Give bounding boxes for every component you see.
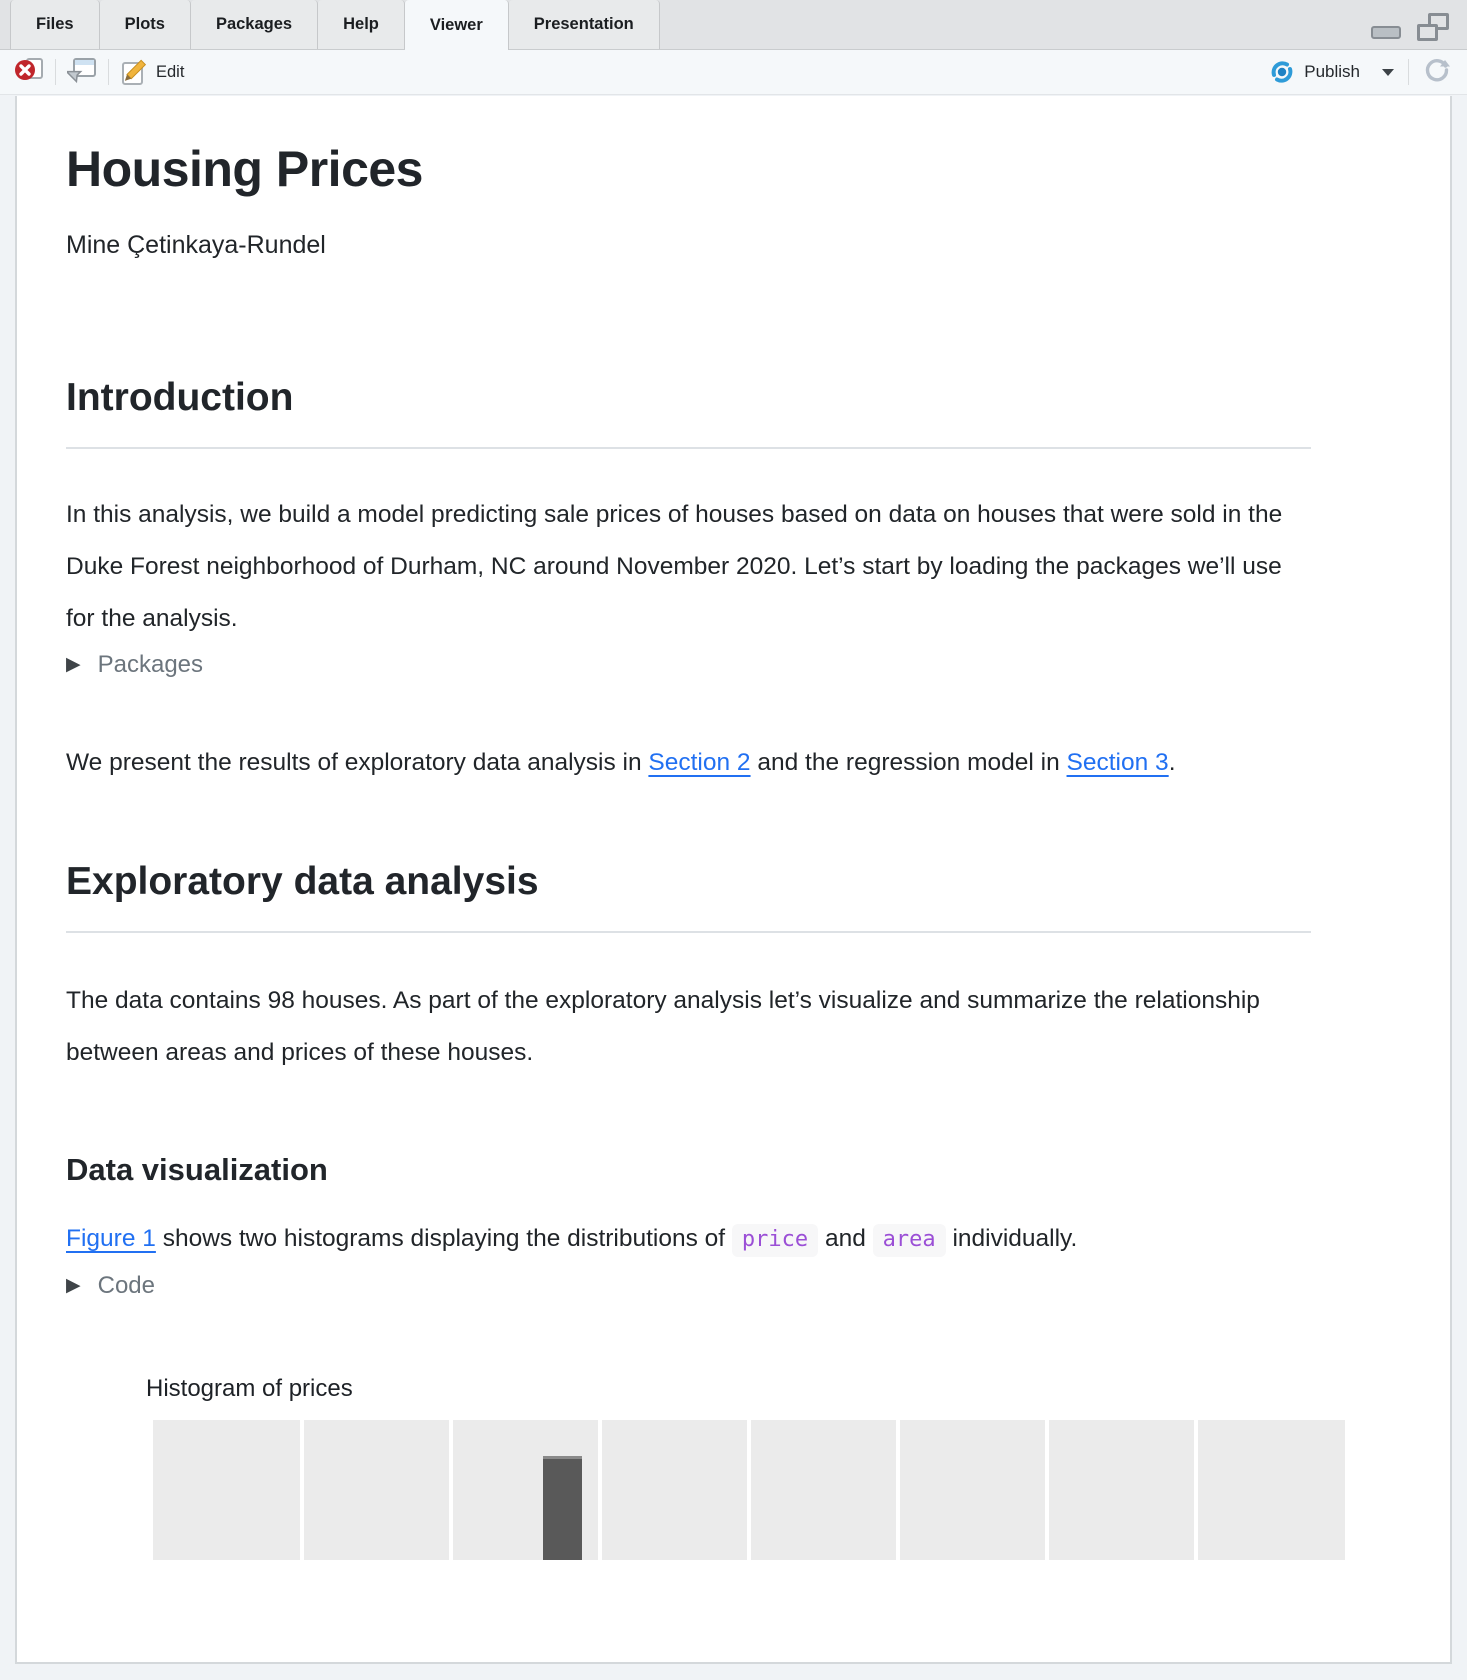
plot-gridline (449, 1420, 453, 1560)
code-disclosure (66, 1266, 1311, 1306)
tab-viewer[interactable]: Viewer (405, 0, 509, 50)
tab-help[interactable]: Help (318, 0, 405, 49)
intro-paragraph: In this analysis, we build a model predicting sale prices of houses based on data on houses that were sold in the Duke Forest neighborhood of Durham, NC around November 2020. Let’s start by loading the packages we’ll use for the analysis. (66, 501, 1283, 632)
author: Mine Çetinkaya-Rundel (66, 231, 326, 259)
section-3-link[interactable]: Section 3 (1066, 749, 1169, 776)
toolbar-separator (1408, 59, 1409, 85)
tab-presentation[interactable]: Presentation (509, 0, 660, 49)
toolbar-separator (55, 59, 56, 85)
packages-disclosure-label: Packages (97, 651, 204, 678)
results-text-post: . (1168, 749, 1176, 776)
publish-button[interactable] (1269, 59, 1394, 85)
edit-label: Edit (156, 62, 185, 81)
disclosure-triangle-icon: ▶ (66, 1275, 81, 1296)
pencil-icon (120, 59, 147, 86)
plot-gridline (896, 1420, 900, 1560)
publish-icon (1269, 59, 1295, 85)
plot-gridline (1194, 1420, 1198, 1560)
figure-1-link[interactable]: Figure 1 (66, 1225, 156, 1252)
tab-plots[interactable]: Plots (100, 0, 191, 49)
window-controls (1371, 13, 1449, 41)
tab-files[interactable]: Files (10, 0, 100, 49)
plot-gridline (747, 1420, 751, 1560)
histogram-title: Histogram of prices (146, 1375, 353, 1402)
refresh-icon[interactable] (1423, 56, 1451, 89)
results-text-mid: and the regression model in (750, 749, 1067, 776)
figure-text-1: shows two histograms displaying the distributions of (155, 1225, 732, 1252)
plot-gridline (598, 1420, 602, 1560)
plot-gridline (1045, 1420, 1049, 1560)
page-title: Housing Prices (66, 141, 423, 197)
clear-viewer-icon[interactable] (14, 55, 44, 90)
section-2-link[interactable]: Section 2 (648, 749, 751, 776)
minimize-pane-icon[interactable] (1371, 26, 1401, 39)
tab-packages[interactable]: Packages (191, 0, 318, 49)
code-disclosure-label: Code (97, 1272, 155, 1299)
publish-label: Publish (1304, 62, 1360, 81)
publish-dropdown-caret-icon (1382, 69, 1394, 76)
plot-gridline (300, 1420, 304, 1560)
edit-button[interactable] (120, 59, 184, 86)
figure-text-and: and (818, 1225, 873, 1252)
packages-disclosure-summary[interactable] (66, 645, 1311, 685)
results-paragraph (66, 737, 1311, 789)
inline-code-price: price (732, 1224, 818, 1257)
open-in-new-window-icon[interactable] (67, 56, 97, 89)
maximize-pane-icon[interactable] (1417, 13, 1449, 41)
disclosure-triangle-icon: ▶ (66, 654, 81, 675)
heading-introduction: Introduction (66, 375, 1311, 449)
pane-tabbar (0, 0, 1467, 50)
figure-1 (66, 1374, 1311, 1560)
viewer-toolbar (0, 50, 1467, 95)
heading-eda: Exploratory data analysis (66, 859, 1311, 933)
histogram-plot-area (153, 1420, 1345, 1560)
results-text-pre: We present the results of exploratory data analysis in (66, 749, 649, 776)
maximize-front-window (1417, 24, 1438, 41)
code-disclosure-summary[interactable] (66, 1266, 1311, 1306)
eda-paragraph: The data contains 98 houses. As part of the exploratory analysis let’s visualize and summarize the relationship between areas and prices of these houses. (66, 987, 1260, 1066)
toolbar-separator (108, 59, 109, 85)
histogram-bar (543, 1456, 582, 1560)
figure-text-2: individually. (945, 1225, 1078, 1252)
heading-data-visualization: Data visualization (66, 1152, 328, 1187)
figure-paragraph (66, 1213, 1311, 1266)
document-content (66, 96, 1311, 1560)
viewer-document[interactable] (15, 96, 1452, 1664)
inline-code-area: area (873, 1224, 946, 1257)
packages-disclosure (66, 645, 1311, 685)
